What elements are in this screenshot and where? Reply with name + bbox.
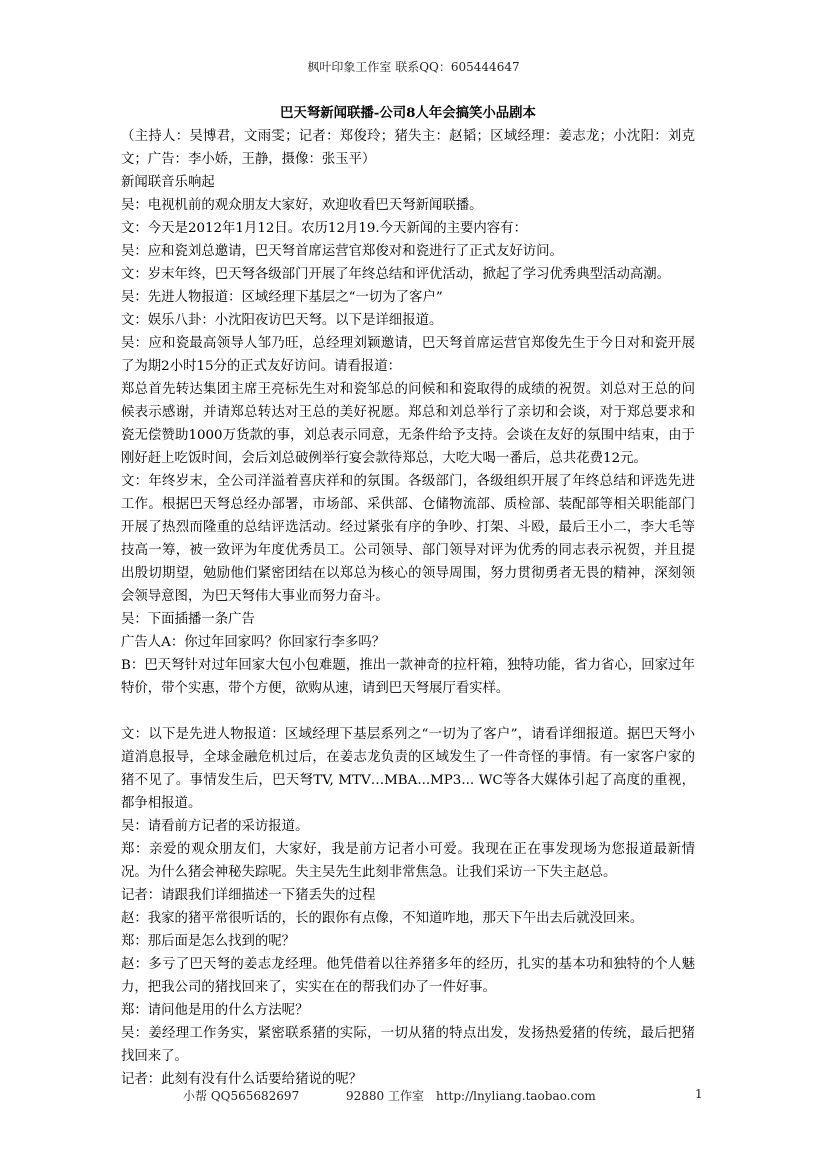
paragraph: 记者：请跟我们详细描述一下猪丢失的过程 xyxy=(121,888,376,903)
paragraph: 文：岁末年终，巴天弩各级部门开展了年终总结和评优活动，掀起了学习优秀典型活动高潮。 xyxy=(121,267,671,282)
paragraph xyxy=(121,700,695,723)
page-header: 枫叶印象工作室 联系QQ：605444647 xyxy=(307,60,520,74)
footer-contact: 小帮 QQ565682697 xyxy=(183,1089,300,1103)
page-number: 1 xyxy=(695,1087,703,1101)
paragraph: 郑：请问他是用的什么方法呢？ xyxy=(121,1003,309,1018)
paragraph: 文：娱乐八卦：小沈阳夜访巴天弩。以下是详细报道。 xyxy=(121,313,443,328)
paragraph: 吴：姜经理工作务实，紧密联系猪的实际，一切从猪的特点出发，发扬热爱猪的传统，最后把猪找回来了。 xyxy=(121,1026,695,1064)
paragraph: 吴：电视机前的观众朋友大家好，欢迎收看巴天弩新闻联播。 xyxy=(121,198,483,213)
paragraph-list xyxy=(121,125,695,1091)
paragraph: 吴：先进人物报道：区域经理下基层之“一切为了客户” xyxy=(121,290,443,305)
paragraph: 郑：那后面是怎么找到的呢？ xyxy=(121,934,296,949)
paragraph: 赵：我家的猪平常很听话的，长的跟你有点像，不知道咋地，那天下午出去后就没回来。 xyxy=(121,911,644,926)
paragraph: 吴：下面插播一条广告 xyxy=(121,612,255,627)
paragraph: 文：今天是2012年1月12日。农历12月19.今天新闻的主要内容有： xyxy=(121,221,527,236)
document-title: 巴天弩新闻联播-公司8人年会搞笑小品剧本 xyxy=(280,105,536,121)
paragraph: （主持人：吴博君，文雨雯；记者：郑俊玲；猪失主：赵韬；区域经理：姜志龙；小沈阳：刘克文；广告：李小娇，王静，摄像：张玉平） xyxy=(121,129,695,167)
paragraph: 文：年终岁末，全公司洋溢着喜庆祥和的氛围。各级部门，各级组织开展了年终总结和评选先进工作。根据巴天弩总经办部署，市场部、采供部、仓储物流部、质检部、装配部等相关职能部门开展了热烈而隆重的总结评选活动。经过紧张有序的争吵、打架、斗殴，最后王小二，李大毛等技高一筹，被一致评为年度优秀员工。公司领导、部门领导对评为优秀的同志表示祝贺，并且提出殷切期望，勉励他们紧密团结在以郑总为核心的领导周围，努力贯彻勇者无畏的精神，深刻领会领导意图，为巴天弩伟大事业而努力奋斗。 xyxy=(121,474,695,604)
document-body xyxy=(121,102,695,1091)
paragraph: 广告人A：你过年回家吗？你回家行李多吗？ xyxy=(121,635,386,650)
paragraph: 吴：请看前方记者的采访报道。 xyxy=(121,819,309,834)
paragraph: 郑：亲爱的观众朋友们，大家好，我是前方记者小可爱。我现在正在事发现场为您报道最新情况。为什么猪会神秘失踪呢。失主吴先生此刻非常焦急。让我们采访一下失主赵总。 xyxy=(121,842,695,880)
paragraph: 文：以下是先进人物报道：区域经理下基层系列之“一切为了客户”，请看详细报道。据巴天弩小道消息报导，全球金融危机过后，在姜志龙负责的区域发生了一件奇怪的事情。有一家客户家的猪不见了。事情发生后，巴天弩TV, MTV…MBA...MP3... WC等各大媒体引起了高度的重视，都争相报道。 xyxy=(121,727,695,811)
paragraph: 郑总首先转达集团主席王亮标先生对和瓷邹总的问候和和瓷取得的成绩的祝贺。刘总对王总的问候表示感谢，并请郑总转达对王总的美好祝愿。郑总和刘总举行了亲切和会谈，对于郑总要求和瓷无偿赞助1000万货款的事，刘总表示同意，无条件给予支持。会谈在友好的氛围中结束，由于刚好赶上吃饭时间，会后刘总破例举行宴会款待郑总，大吃大喝一番后，总共花费12元。 xyxy=(121,382,695,466)
paragraph: 吴：应和瓷最高领导人邹乃旺，总经理刘颖邀请，巴天弩首席运营官郑俊先生于今日对和瓷开展了为期2小时15分的正式友好访问。请看报道： xyxy=(121,336,695,374)
paragraph: 新闻联音乐响起 xyxy=(121,175,215,190)
paragraph: B：巴天弩针对过年回家大包小包难题，推出一款神奇的拉杆箱，独特功能，省力省心，回家过年特价，带个实惠，带个方便，欲购从速，请到巴天弩展厅看实样。 xyxy=(121,658,695,696)
footer-studio-link: 92880 工作室 http://lnyliang.taobao.com xyxy=(346,1089,596,1103)
paragraph: 吴：应和瓷刘总邀请，巴天弩首席运营官郑俊对和瓷进行了正式友好访问。 xyxy=(121,244,563,259)
paragraph: 记者：此刻有没有什么话要给猪说的呢？ xyxy=(121,1072,363,1087)
paragraph: 赵：多亏了巴天弩的姜志龙经理。他凭借着以往养猪多年的经历，扎实的基本功和独特的个人魅力，把我公司的猪找回来了，实实在在的帮我们办了一件好事。 xyxy=(121,957,695,995)
